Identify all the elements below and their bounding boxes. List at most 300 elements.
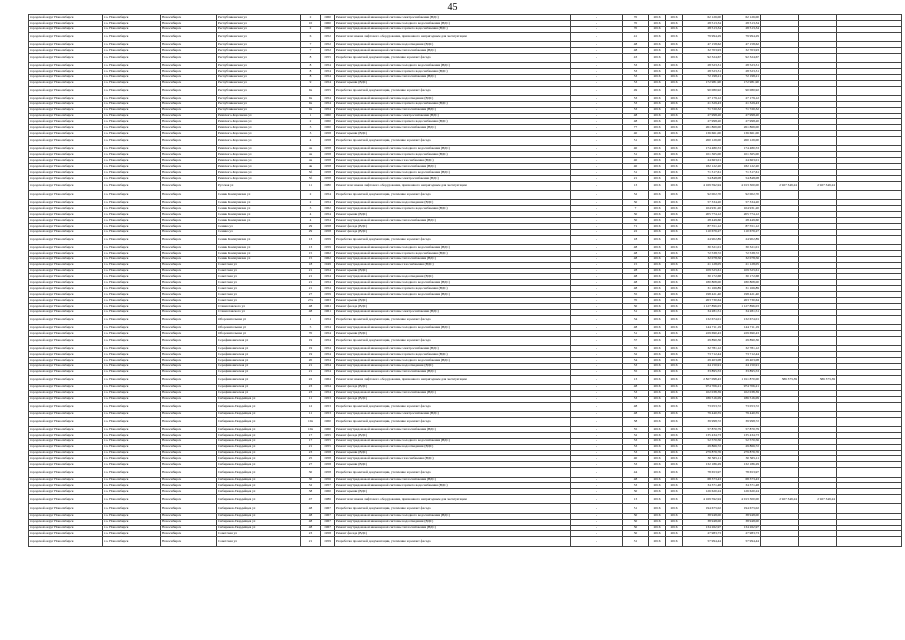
cell-note: -	[571, 495, 623, 504]
cell-year: 1954	[321, 200, 335, 206]
cell-subsidy-total	[799, 504, 837, 513]
cell-work-type: Ремонт или замена лифтового оборудования, признанного непригодным для эксплуатации	[335, 181, 571, 190]
cell-work-type: Ремонт внутридомовой инженерной системы горячего водоснабжения (ВДС)	[335, 286, 571, 292]
cell-year-start: 2016	[649, 513, 666, 519]
cell-cost-total: 205 774,12	[723, 212, 761, 218]
cell-year: 1962	[321, 250, 335, 256]
cell-year-end: 2016	[666, 504, 683, 513]
cell-work-type: Ремонт крыши (ВДС)	[335, 212, 571, 218]
cell-work-type: Ремонт внутридомовой инженерной системы водоотведения (ВДС)	[335, 274, 571, 280]
cell-year-start: 2016	[649, 525, 666, 531]
cell-year-start: 2016	[649, 175, 666, 181]
cell-city: Новосибирск	[161, 369, 217, 375]
cell-year-end: 2016	[666, 444, 683, 450]
cell-note: -	[571, 107, 623, 113]
cell-year-end: 2016	[666, 119, 683, 125]
cell-house: 47	[301, 495, 321, 504]
cell-year-end: 2016	[666, 164, 683, 170]
cell-work-type: Ремонт внутридомовой инженерной системы горячего водоснабжения (ВДС)	[335, 68, 571, 74]
cell-year-start: 2016	[649, 384, 666, 390]
cell-work-type: Ремонт внутридомовой инженерной системы холодного водоснабжения (ВДС)	[335, 357, 571, 363]
cell-settlement: г.о. Новосибирск	[103, 53, 161, 62]
cell-wear: 53	[623, 438, 649, 444]
cell-note: -	[571, 245, 623, 251]
cell-city: Новосибирск	[161, 15, 217, 21]
cell-year-start: 2016	[649, 456, 666, 462]
cell-year-end: 2016	[666, 152, 683, 158]
cell-year-end: 2016	[666, 513, 683, 519]
cell-wear: 53	[623, 68, 649, 74]
cell-cost-total: 21 329,43	[723, 101, 761, 107]
cell-year: 1953	[321, 411, 335, 417]
cell-settlement: г.о. Новосибирск	[103, 411, 161, 417]
cell-work-type: Ремонт фасада (ВДС)	[335, 396, 571, 402]
cell-year: 1958	[321, 450, 335, 456]
cell-note: -	[571, 223, 623, 229]
cell-cost-total: 71 720,32	[723, 107, 761, 113]
cell-note: -	[571, 483, 623, 489]
cell-work-type: Ремонт внутридомовой инженерной системы холодного водоснабжения (ВДС)	[335, 513, 571, 519]
cell-note: -	[571, 80, 623, 86]
cell-house: 48	[301, 519, 321, 525]
cell-street: Станиславского ул	[217, 303, 301, 309]
cell-cost-total: 279 879,76	[723, 450, 761, 456]
cell-cost: 28 513,34	[683, 20, 723, 26]
cell-year: 1952	[321, 47, 335, 53]
cell-work-type: Ремонт фасада (ВДС)	[335, 303, 571, 309]
cell-note: -	[571, 513, 623, 519]
cell-work-type: Ремонт внутридомовой инженерной системы теплоснабжения (ВДС)	[335, 47, 571, 53]
cell-street: Сибиряков-Гвардейцев ул	[217, 519, 301, 525]
cell-cost-total: 32 703,93	[723, 47, 761, 53]
cell-year: 1958	[321, 158, 335, 164]
cell-district: городской округ Новосибирск	[29, 53, 103, 62]
cell-cost-total: 62 126,00	[723, 15, 761, 21]
cell-empty	[837, 375, 902, 384]
cell-year: 1956	[321, 477, 335, 483]
cell-settlement: г.о. Новосибирск	[103, 483, 161, 489]
cell-settlement: г.о. Новосибирск	[103, 468, 161, 477]
cell-settlement: г.о. Новосибирск	[103, 41, 161, 47]
cell-city: Новосибирск	[161, 462, 217, 468]
cell-year: 1961	[321, 309, 335, 315]
cell-work-type: Ремонт или замена лифтового оборудования, признанного непригодным для эксплуатации	[335, 375, 571, 384]
cell-note: -	[571, 292, 623, 298]
cell-note: -	[571, 32, 623, 41]
cell-work-type: Ремонт внутридомовой инженерной системы горячего водоснабжения (ВДС)	[335, 152, 571, 158]
cell-year-end: 2016	[666, 384, 683, 390]
cell-year-start: 2016	[649, 41, 666, 47]
cell-wear: 53	[623, 107, 649, 113]
cell-cost: 102 038,39	[683, 390, 723, 396]
cell-house: 17	[301, 438, 321, 444]
cell-cost: 229 690,43	[683, 330, 723, 336]
cell-note: -	[571, 444, 623, 450]
cell-city: Новосибирск	[161, 131, 217, 137]
cell-empty	[837, 53, 902, 62]
cell-cost-total: 54 848,08	[723, 175, 761, 181]
cell-street: Советская ул	[217, 262, 301, 268]
cell-settlement: г.о. Новосибирск	[103, 175, 161, 181]
cell-city: Новосибирск	[161, 74, 217, 80]
cell-district: городской округ Новосибирск	[29, 229, 103, 235]
cell-work-type: Ремонт внутридомовой инженерной системы холодного водоснабжения (ВДС)	[335, 63, 571, 69]
cell-house: 23	[301, 531, 321, 537]
cell-wear: 53	[623, 396, 649, 402]
cell-cost-total: 135 434,73	[723, 432, 761, 438]
cell-house: 5б	[301, 175, 321, 181]
cell-note: -	[571, 256, 623, 262]
cell-year-start: 2016	[649, 20, 666, 26]
cell-work-type: Ремонт фасада (ВДС)	[335, 223, 571, 229]
cell-cost: 29 890,36	[683, 336, 723, 345]
cell-wear: 48	[623, 250, 649, 256]
cell-year-end: 2016	[666, 125, 683, 131]
cell-year-end: 2016	[666, 175, 683, 181]
cell-year: 1967	[321, 504, 335, 513]
cell-district: городской округ Новосибирск	[29, 489, 103, 495]
cell-settlement: г.о. Новосибирск	[103, 47, 161, 53]
cell-cost: 182 122,20	[683, 164, 723, 170]
cell-settlement: г.о. Новосибирск	[103, 164, 161, 170]
cell-year-start: 2016	[649, 229, 666, 235]
table-row	[29, 191, 902, 200]
cell-cost: 28 523,31	[683, 63, 723, 69]
cell-cost: 101 365,00	[683, 152, 723, 158]
cell-year-end: 2016	[666, 280, 683, 286]
cell-city: Новосибирск	[161, 164, 217, 170]
cell-year: 1954	[321, 268, 335, 274]
cell-work-type: Ремонт внутридомовой инженерной системы холодного водоснабжения (ВДС)	[335, 292, 571, 298]
cell-year-end: 2016	[666, 489, 683, 495]
cell-district: городской округ Новосибирск	[29, 531, 103, 537]
cell-city: Новосибирск	[161, 86, 217, 95]
cell-settlement: г.о. Новосибирск	[103, 432, 161, 438]
cell-year-end: 2016	[666, 375, 683, 384]
cell-work-type: Ремонт внутридомовой инженерной системы электроснабжения (ВДС)	[335, 15, 571, 21]
cell-house: 21	[301, 363, 321, 369]
cell-city: Новосибирск	[161, 212, 217, 218]
cell-year-end: 2016	[666, 456, 683, 462]
cell-year: 1958	[321, 531, 335, 537]
cell-note: -	[571, 280, 623, 286]
cell-city: Новосибирск	[161, 375, 217, 384]
cell-note: -	[571, 519, 623, 525]
cell-work-type: Ремонт крыши (ВДС)	[335, 330, 571, 336]
cell-year-end: 2016	[666, 158, 683, 164]
cell-year-end: 2016	[666, 426, 683, 432]
cell-street: Сибиряков-Гвардейцев ул	[217, 450, 301, 456]
cell-year-start: 2016	[649, 146, 666, 152]
cell-district: городской округ Новосибирск	[29, 137, 103, 146]
cell-year: 1953	[321, 402, 335, 411]
cell-note: -	[571, 489, 623, 495]
cell-subsidy	[761, 53, 799, 62]
cell-settlement: г.о. Новосибирск	[103, 80, 161, 86]
cell-subsidy-total: 586 373,39	[799, 375, 837, 384]
cell-house: 11	[301, 181, 321, 190]
cell-city: Новосибирск	[161, 417, 217, 426]
cell-wear: 50	[623, 212, 649, 218]
cell-cost-total: 52 570,56	[723, 438, 761, 444]
cell-year: 1958	[321, 223, 335, 229]
cell-wear: 48	[623, 280, 649, 286]
cell-work-type: Ремонт внутридомовой инженерной системы электроснабжения (ВДС)	[335, 175, 571, 181]
cell-district: городской округ Новосибирск	[29, 181, 103, 190]
cell-year-start: 2016	[649, 495, 666, 504]
cell-cost: 134 262,97	[683, 525, 723, 531]
cell-empty	[837, 32, 902, 41]
cell-cost: 21 329,43	[683, 101, 723, 107]
cell-house: 7	[301, 47, 321, 53]
cell-cost-total: 132 186,29	[723, 462, 761, 468]
cell-wear: 70	[623, 298, 649, 304]
cell-street: Республиканская ул	[217, 53, 301, 62]
cell-city: Новосибирск	[161, 191, 217, 200]
cell-note: -	[571, 181, 623, 190]
cell-city: Новосибирск	[161, 298, 217, 304]
cell-city: Новосибирск	[161, 95, 217, 101]
cell-cost: 30 172,68	[683, 274, 723, 280]
cell-settlement: г.о. Новосибирск	[103, 63, 161, 69]
cell-year-end: 2016	[666, 369, 683, 375]
cell-note: -	[571, 206, 623, 212]
table-row	[29, 537, 902, 546]
cell-work-type: Разработка проектной документации, утепление и ремонт фасада	[335, 468, 571, 477]
cell-year-start: 2016	[649, 235, 666, 244]
cell-cost-total: 34 371,48	[723, 483, 761, 489]
cell-cost-total: 30 321,01	[723, 245, 761, 251]
cell-district: городской округ Новосибирск	[29, 325, 103, 331]
cell-city: Новосибирск	[161, 396, 217, 402]
cell-house: 21	[301, 537, 321, 546]
cell-subsidy	[761, 537, 799, 546]
cell-settlement: г.о. Новосибирск	[103, 250, 161, 256]
cell-subsidy: 2 927 349,24	[761, 495, 799, 504]
cell-year-end: 2016	[666, 41, 683, 47]
cell-cost: 126 620,24	[683, 489, 723, 495]
cell-year: 1954	[321, 101, 335, 107]
cell-city: Новосибирск	[161, 146, 217, 152]
cell-wear: 51	[623, 309, 649, 315]
cell-cost-total: 24 150,91	[723, 363, 761, 369]
cell-note: -	[571, 525, 623, 531]
cell-work-type: Ремонт внутридомовой инженерной системы теплоснабжения (ВДС)	[335, 107, 571, 113]
cell-city: Новосибирск	[161, 325, 217, 331]
cell-cost-total: 68 373,43	[723, 477, 761, 483]
cell-cost-total: 27 998,20	[723, 119, 761, 125]
cell-empty	[837, 495, 902, 504]
cell-settlement: г.о. Новосибирск	[103, 137, 161, 146]
cell-street: Республиканская ул	[217, 80, 301, 86]
cell-district: городской округ Новосибирск	[29, 351, 103, 357]
cell-city: Новосибирск	[161, 47, 217, 53]
cell-settlement: г.о. Новосибирск	[103, 390, 161, 396]
cell-street: Сеник Коммунизма ул	[217, 206, 301, 212]
cell-settlement: г.о. Новосибирск	[103, 206, 161, 212]
cell-wear: 50	[623, 200, 649, 206]
cell-year: 1955	[321, 53, 335, 62]
cell-work-type: Ремонт внутридомовой инженерной системы горячего водоснабжения (ВДС)	[335, 250, 571, 256]
cell-cost-total: 24 902,89	[723, 235, 761, 244]
cell-settlement: г.о. Новосибирск	[103, 375, 161, 384]
cell-year-end: 2016	[666, 80, 683, 86]
cell-street: Сеник Коммунизма ул	[217, 245, 301, 251]
cell-house: 10	[301, 20, 321, 26]
cell-empty	[837, 315, 902, 324]
cell-year-start: 2016	[649, 325, 666, 331]
cell-work-type: Ремонт внутридомовой инженерной системы теплоснабжения (ВДС)	[335, 426, 571, 432]
cell-year: 1955	[321, 444, 335, 450]
cell-year-end: 2016	[666, 146, 683, 152]
cell-work-type: Ремонт внутридомовой инженерной системы теплоснабжения (ВДС)	[335, 525, 571, 531]
cell-year-end: 2016	[666, 346, 683, 352]
cell-settlement: г.о. Новосибирск	[103, 131, 161, 137]
cell-settlement: г.о. Новосибирск	[103, 152, 161, 158]
cell-city: Новосибирск	[161, 456, 217, 462]
cell-cost-total: 78 653,97	[723, 468, 761, 477]
cell-year-start: 2016	[649, 390, 666, 396]
cell-cost: 28 513,34	[683, 26, 723, 32]
cell-cost-total: 32 781,12	[723, 346, 761, 352]
cell-cost-total: 1 127 896,03	[723, 303, 761, 309]
cell-cost-total: 102 038,39	[723, 390, 761, 396]
cell-district: городской округ Новосибирск	[29, 390, 103, 396]
cell-city: Новосибирск	[161, 235, 217, 244]
cell-street: Республиканская ул	[217, 26, 301, 32]
cell-house: 19	[301, 336, 321, 345]
cell-year: 1954	[321, 191, 335, 200]
cell-year-start: 2016	[649, 438, 666, 444]
cell-cost: 30 321,01	[683, 245, 723, 251]
cell-settlement: г.о. Новосибирск	[103, 325, 161, 331]
cell-note: -	[571, 402, 623, 411]
cell-work-type: Разработка проектной документации, утепление и ремонт фасада	[335, 402, 571, 411]
cell-year: 1967	[321, 519, 335, 525]
cell-year-end: 2016	[666, 531, 683, 537]
cell-cost: 27 998,20	[683, 119, 723, 125]
cell-wear: 70	[623, 15, 649, 21]
cell-cost-total: 32 078,56	[723, 256, 761, 262]
cell-work-type: Ремонт или замена лифтового оборудования, признанного непригодным для эксплуатации	[335, 32, 571, 41]
cell-year: 1954	[321, 346, 335, 352]
table-row	[29, 181, 902, 190]
table-row	[29, 235, 902, 244]
cell-work-type: Ремонт внутридомовой инженерной системы теплоснабжения (ВДС)	[335, 256, 571, 262]
cell-district: городской округ Новосибирск	[29, 262, 103, 268]
cell-year: 1954	[321, 363, 335, 369]
cell-city: Новосибирск	[161, 274, 217, 280]
cell-year: 1960	[321, 119, 335, 125]
cell-cost: 30 565,11	[683, 456, 723, 462]
cell-cost-total: 261 869,00	[723, 125, 761, 131]
cell-year-end: 2016	[666, 525, 683, 531]
cell-note: -	[571, 101, 623, 107]
cell-note: -	[571, 384, 623, 390]
cell-settlement: г.о. Новосибирск	[103, 235, 161, 244]
cell-district: городской округ Новосибирск	[29, 63, 103, 69]
cell-street: Республиканская ул	[217, 41, 301, 47]
cell-year-end: 2016	[666, 396, 683, 402]
cell-city: Новосибирск	[161, 206, 217, 212]
cell-settlement: г.о. Новосибирск	[103, 26, 161, 32]
cell-work-type: Ремонт крыши (ВДС)	[335, 462, 571, 468]
cell-cost-total: 132 674,01	[723, 315, 761, 324]
cell-street: Серафимовичская ул	[217, 336, 301, 345]
cell-house: 17	[301, 432, 321, 438]
cell-work-type: Ремонт крыши (ВДС)	[335, 131, 571, 137]
cell-note: -	[571, 212, 623, 218]
cell-wear: 37	[623, 336, 649, 345]
cell-settlement: г.о. Новосибирск	[103, 519, 161, 525]
cell-district: городской округ Новосибирск	[29, 175, 103, 181]
cell-district: городской округ Новосибирск	[29, 462, 103, 468]
cell-cost: 57 334,20	[683, 200, 723, 206]
cell-year: 1954	[321, 74, 335, 80]
cell-cost: 186 516,09	[683, 396, 723, 402]
cell-street: Сеник Коммунизма ул	[217, 200, 301, 206]
cell-house: 4в	[301, 164, 321, 170]
cell-year-end: 2016	[666, 53, 683, 62]
cell-settlement: г.о. Новосибирск	[103, 292, 161, 298]
cell-year-end: 2016	[666, 450, 683, 456]
cell-year: 1952	[321, 41, 335, 47]
cell-note: -	[571, 68, 623, 74]
cell-year-start: 2016	[649, 206, 666, 212]
cell-street: Сибиряков-Гвардейцев ул	[217, 438, 301, 444]
cell-cost-total: 38 948,00	[723, 513, 761, 519]
cell-cost-total: 1 011 870,00	[723, 375, 761, 384]
cell-wear: 48	[623, 256, 649, 262]
cell-work-type: Ремонт фасада (ВДС)	[335, 229, 571, 235]
cell-city: Новосибирск	[161, 303, 217, 309]
cell-year-end: 2016	[666, 286, 683, 292]
cell-cost: 57 994,44	[683, 537, 723, 546]
cell-city: Новосибирск	[161, 513, 217, 519]
cell-city: Новосибирск	[161, 119, 217, 125]
cell-house: 8	[301, 63, 321, 69]
cell-house: 19	[301, 346, 321, 352]
cell-year-end: 2016	[666, 170, 683, 176]
cell-subsidy-total	[799, 86, 837, 95]
cell-year: 1954	[321, 274, 335, 280]
cell-work-type: Ремонт крыши (ВДС)	[335, 268, 571, 274]
cell-work-type: Ремонт внутридомовой инженерной системы теплоснабжения (ВДС)	[335, 477, 571, 483]
cell-cost-total: 73 053,72	[723, 402, 761, 411]
cell-wear: 48	[623, 384, 649, 390]
cell-work-type: Ремонт фасада (ВДС)	[335, 531, 571, 537]
cell-subsidy	[761, 86, 799, 95]
table-row	[29, 53, 902, 62]
cell-note: -	[571, 164, 623, 170]
cell-wear: 58	[623, 417, 649, 426]
cell-district: городской округ Новосибирск	[29, 357, 103, 363]
cell-year-end: 2016	[666, 519, 683, 525]
cell-street: Римского-Корсакова ул	[217, 125, 301, 131]
cell-year-start: 2016	[649, 369, 666, 375]
cell-note: -	[571, 175, 623, 181]
cell-year: 1954	[321, 351, 335, 357]
cell-street: Советская ул	[217, 298, 301, 304]
cell-year: 1954	[321, 286, 335, 292]
cell-house: 27	[301, 462, 321, 468]
cell-year-end: 2016	[666, 390, 683, 396]
cell-year: 1960	[321, 125, 335, 131]
cell-settlement: г.о. Новосибирск	[103, 245, 161, 251]
cell-year-end: 2016	[666, 137, 683, 146]
cell-year-start: 2016	[649, 107, 666, 113]
cell-work-type: Ремонт внутридомовой инженерной системы газоснабжения (ВДС)	[335, 262, 571, 268]
